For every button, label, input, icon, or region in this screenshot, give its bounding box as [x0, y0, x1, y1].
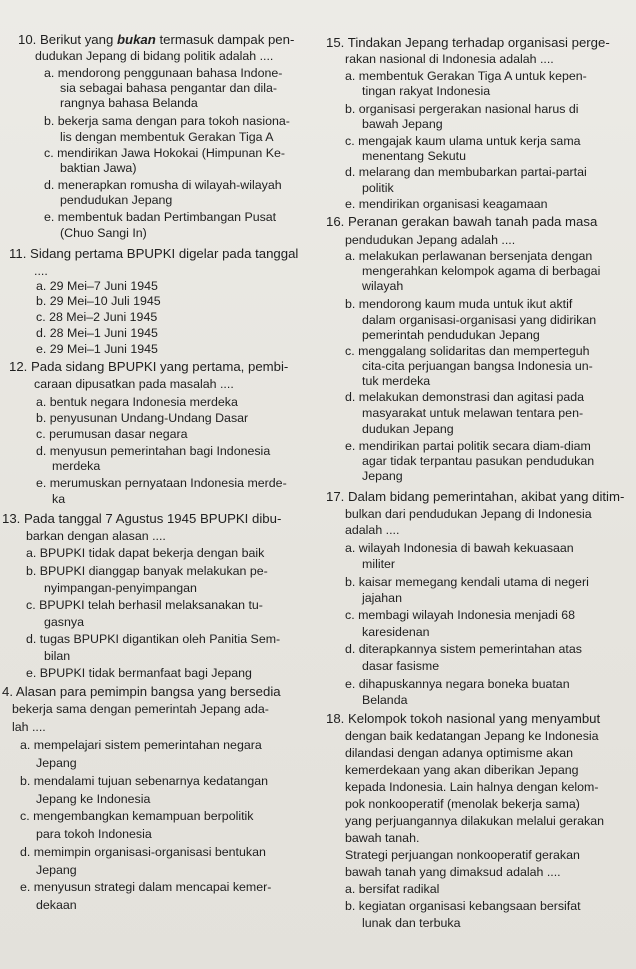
left-text-line: barkan dengan alasan ....: [26, 529, 166, 543]
right-text-line: rakan nasional di Indonesia adalah ....: [345, 52, 554, 66]
right-text-line: pendudukan Jepang adalah ....: [345, 233, 516, 247]
right-text-line: Belanda: [362, 693, 408, 707]
right-text-line: b. organisasi pergerakan nasional harus di: [345, 102, 579, 116]
left-text-line: d. menerapkan romusha di wilayah-wilayah: [44, 178, 282, 192]
left-text-line: bekerja sama dengan pemerintah Jepang ada-: [12, 702, 269, 716]
right-text-line: politik: [362, 181, 394, 195]
right-text-line: bawah tanah.: [345, 831, 420, 845]
left-text-line: pendudukan Jepang: [60, 193, 173, 207]
left-text-line: a. 29 Mei–7 Juni 1945: [36, 279, 158, 293]
right-text-line: cita-cita perjuangan bangsa Indonesia un-: [362, 359, 593, 373]
left-text-line: a. mendorong penggunaan bahasa Indone-: [44, 66, 283, 80]
left-text-line: bilan: [44, 649, 71, 663]
right-text-line: yang perjuangannya dilakukan melalui gerakan: [345, 814, 605, 828]
left-text-line: c. mendirikan Jawa Hokokai (Himpunan Ke-: [44, 146, 286, 160]
right-text-line: bulkan dari pendudukan Jepang di Indonesia: [345, 507, 592, 521]
right-text-line: lunak dan terbuka: [362, 916, 461, 930]
left-text-line: caraan dipusatkan pada masalah ....: [34, 377, 234, 391]
right-text-line: a. wilayah Indonesia di bawah kekuasaan: [345, 541, 574, 555]
left-text-line: 12. Pada sidang BPUPKI yang pertama, pembi-: [9, 359, 289, 374]
right-text-line: d. melakukan demonstrasi dan agitasi pada: [345, 390, 585, 404]
left-text-line: b. penyusunan Undang-Undang Dasar: [36, 411, 249, 425]
right-text-line: bawah tanah yang dimaksud adalah ....: [345, 865, 561, 879]
right-text-line: adalah ....: [345, 523, 400, 537]
right-text-line: 16. Peranan gerakan bawah tanah pada masa: [326, 214, 598, 229]
left-text-line: ....: [34, 264, 48, 278]
right-text-line: Jepang: [362, 469, 403, 483]
left-text-line: e. BPUPKI tidak bermanfaat bagi Jepang: [26, 666, 252, 680]
left-text-line: a. mempelajari sistem pemerintahan negara: [20, 738, 262, 752]
left-text-line: b. BPUPKI dianggap banyak melakukan pe-: [26, 564, 268, 578]
right-text-line: dudukan Jepang: [362, 422, 454, 436]
left-text-line: e. merumuskan pernyataan Indonesia merde-: [36, 476, 287, 490]
right-text-line: 18. Kelompok tokoh nasional yang menyambut: [326, 711, 601, 726]
left-text-line: lis dengan membentuk Gerakan Tiga A: [60, 130, 274, 144]
left-text-line: 13. Pada tanggal 7 Agustus 1945 BPUPKI dibu-: [2, 511, 282, 526]
right-text-line: a. membentuk Gerakan Tiga A untuk kepen-: [345, 69, 587, 83]
left-text-line: c. 28 Mei–2 Juni 1945: [36, 310, 158, 324]
left-text-line: b. 29 Mei–10 Juli 1945: [36, 294, 161, 308]
left-text-line: c. BPUPKI telah berhasil melaksanakan tu-: [26, 598, 263, 612]
right-text-line: a. bersifat radikal: [345, 882, 440, 896]
right-text-line: tuk merdeka: [362, 374, 431, 388]
left-text-line: Jepang: [36, 863, 77, 877]
right-text-line: bawah Jepang: [362, 117, 443, 131]
left-text-line: ka: [52, 492, 66, 506]
left-text-line: e. menyusun strategi dalam mencapai kemer-: [20, 880, 272, 894]
left-text-line: d. menyusun pemerintahan bagi Indonesia: [36, 444, 271, 458]
right-text-line: kemerdekaan yang akan diberikan Jepang: [345, 763, 579, 777]
right-text-line: dasar fasisme: [362, 659, 440, 673]
left-text-line: d. 28 Mei–1 Juni 1945: [36, 326, 158, 340]
right-text-line: wilayah: [362, 279, 404, 293]
left-text-line: baktian Jawa): [60, 161, 137, 175]
left-text-line: e. 29 Mei–1 Juni 1945: [36, 342, 158, 356]
left-text-line: nyimpangan-penyimpangan: [44, 581, 197, 595]
right-text-line: mengerahkan kelompok agama di berbagai: [362, 264, 601, 278]
right-text-line: 15. Tindakan Jepang terhadap organisasi perge-: [326, 35, 610, 50]
right-text-line: d. diterapkannya sistem pemerintahan atas: [345, 642, 582, 656]
right-text-line: dengan baik kedatangan Jepang ke Indonesia: [345, 729, 599, 743]
left-text-line: a. bentuk negara Indonesia merdeka: [36, 395, 238, 409]
left-text-line: 10. Berikut yang bukan termasuk dampak pen-: [18, 32, 295, 47]
left-text-line: d. memimpin organisasi-organisasi bentukan: [20, 845, 266, 859]
right-text-line: d. melarang dan membubarkan partai-partai: [345, 165, 587, 179]
right-text-line: e. mendirikan organisasi keagamaan: [345, 197, 548, 211]
left-text-line: e. membentuk badan Pertimbangan Pusat: [44, 210, 277, 224]
left-text-line: c. mengembangkan kemampuan berpolitik: [20, 809, 254, 823]
right-text-line: karesidenan: [362, 625, 430, 639]
left-text-line: Jepang ke Indonesia: [36, 792, 151, 806]
left-text-line: (Chuo Sangi In): [60, 226, 147, 240]
left-text-line: b. mendalami tujuan sebenarnya kedatangan: [20, 774, 268, 788]
right-text-line: dilandasi dengan adanya optimisme akan: [345, 746, 574, 760]
right-text-line: e. dihapuskannya negara boneka buatan: [345, 677, 570, 691]
right-text-line: Strategi perjuangan nonkooperatif gerakan: [345, 848, 580, 862]
left-text-line: rangnya bahasa Belanda: [60, 96, 198, 110]
right-text-line: pok nonkooperatif (menolak bekerja sama): [345, 797, 580, 811]
right-text-line: e. mendirikan partai politik secara diam-diam: [345, 439, 591, 453]
right-text-line: agar tidak terpantau pasukan pendudukan: [362, 454, 595, 468]
right-text-line: militer: [362, 557, 396, 571]
right-text-line: b. mendorong kaum muda untuk ikut aktif: [345, 297, 573, 311]
left-text-line: dudukan Jepang di bidang politik adalah ....: [35, 49, 274, 63]
left-text-line: 11. Sidang pertama BPUPKI digelar pada tanggal: [9, 246, 299, 261]
left-text-line: merdeka: [52, 459, 101, 473]
right-text-line: 17. Dalam bidang pemerintahan, akibat yang ditim-: [326, 489, 625, 504]
right-text-line: a. melakukan perlawanan bersenjata dengan: [345, 249, 593, 263]
left-text-line: Jepang: [36, 756, 77, 770]
left-text-line: lah ....: [12, 720, 46, 734]
left-text-line: gasnya: [44, 615, 84, 629]
right-text-line: c. membagi wilayah Indonesia menjadi 68: [345, 608, 576, 622]
left-text-line: dekaan: [36, 898, 77, 912]
right-text-line: jajahan: [362, 591, 402, 605]
right-text-line: kepada Indonesia. Lain halnya dengan kelom-: [345, 780, 599, 794]
left-text-line: 4. Alasan para pemimpin bangsa yang bersedia: [2, 684, 281, 699]
left-text-line: c. perumusan dasar negara: [36, 427, 188, 441]
left-text-line: sia sebagai bahasa pengantar dan dila-: [60, 81, 277, 95]
left-text-line: b. bekerja sama dengan para tokoh nasiona-: [44, 114, 290, 128]
right-text-line: menentang Sekutu: [362, 149, 467, 163]
left-text-line: d. tugas BPUPKI digantikan oleh Panitia Sem-: [26, 632, 281, 646]
right-text-line: b. kegiatan organisasi kebangsaan bersifat: [345, 899, 581, 913]
right-text-line: dalam organisasi-organisasi yang didirikan: [362, 313, 597, 327]
right-text-line: b. kaisar memegang kendali utama di negeri: [345, 575, 589, 589]
right-text-line: tingan rakyat Indonesia: [362, 84, 491, 98]
right-text-line: pemerintah pendudukan Jepang: [362, 328, 540, 342]
left-text-line: a. BPUPKI tidak dapat bekerja dengan baik: [26, 546, 265, 560]
right-text-line: c. menggalang solidaritas dan memperteguh: [345, 344, 590, 358]
right-text-line: masyarakat untuk melawan tentara pen-: [362, 406, 584, 420]
right-text-line: c. mengajak kaum ulama untuk kerja sama: [345, 134, 581, 148]
left-text-line: para tokoh Indonesia: [36, 827, 152, 841]
